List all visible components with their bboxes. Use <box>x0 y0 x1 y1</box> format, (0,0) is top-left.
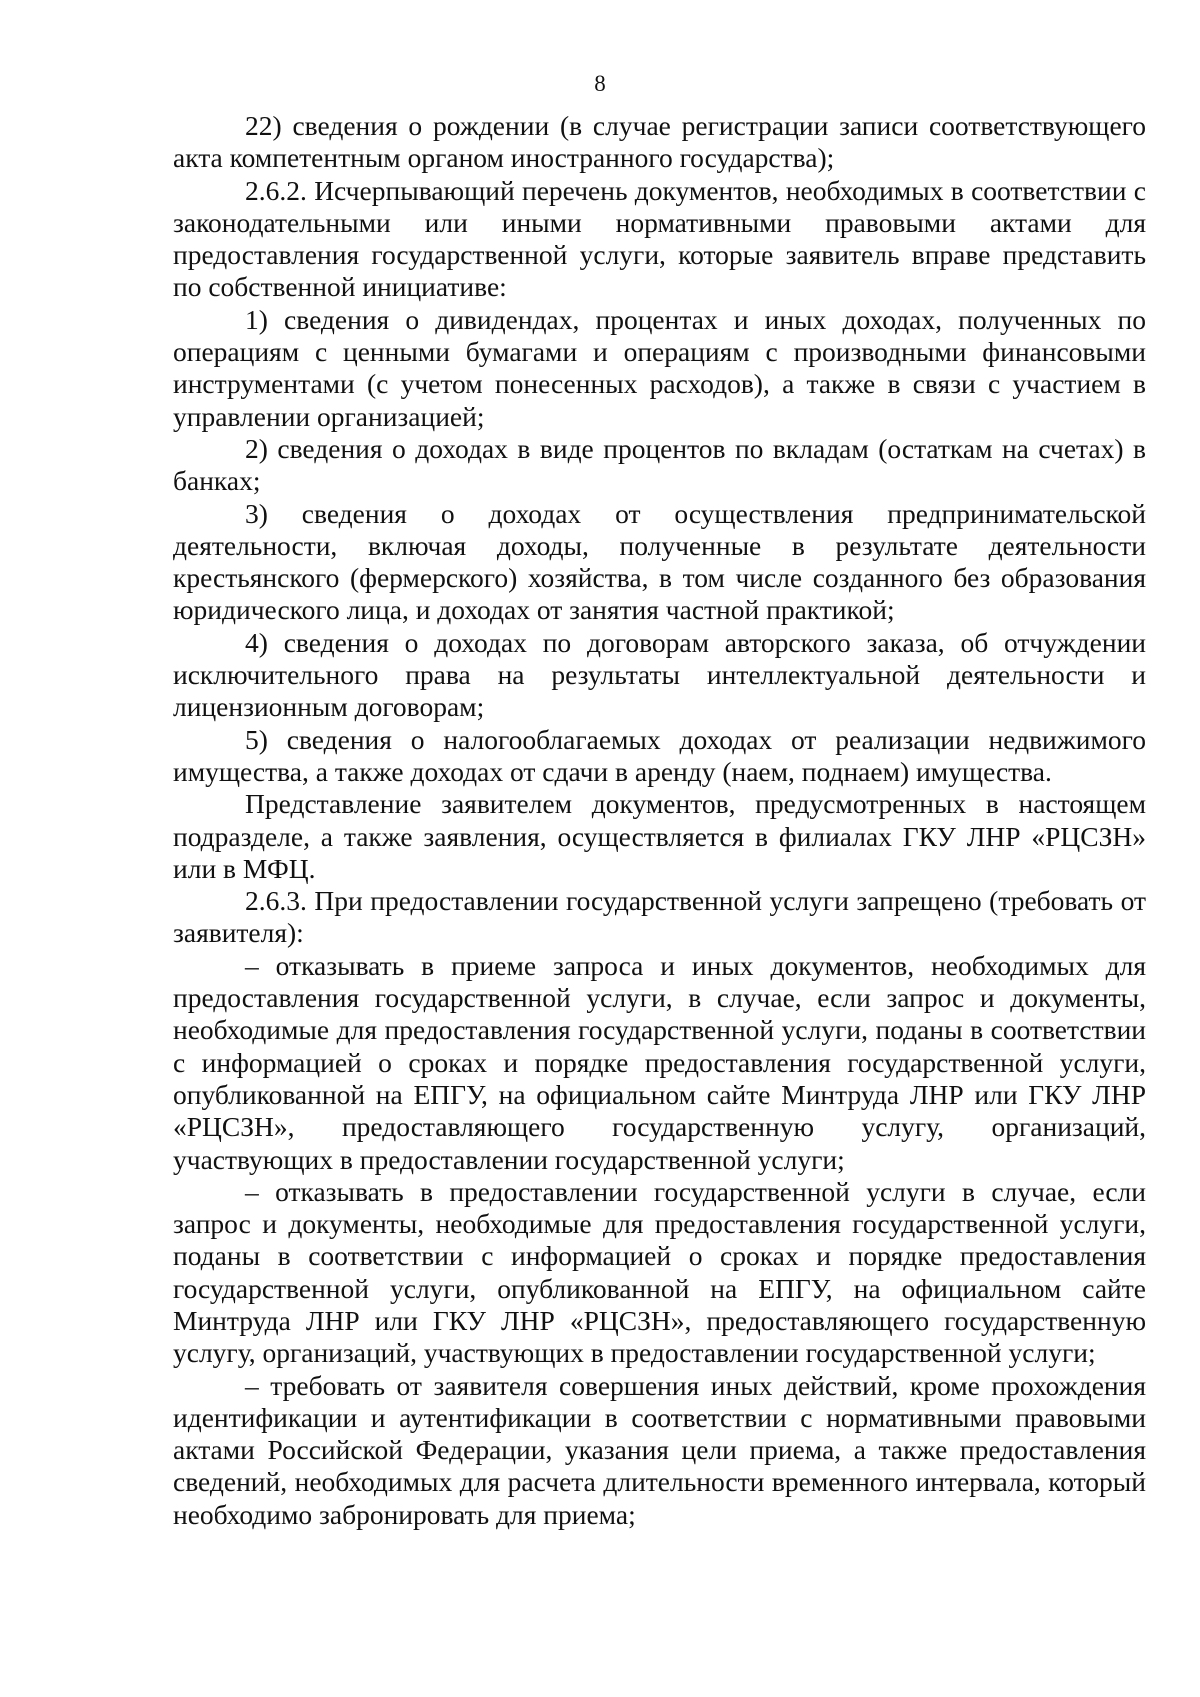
paragraph-item-3-business-income: 3) сведения о доходах от осуществления предпринимательской деятельности, включая доходы, полученные в результате деятельности крестьянского (фермерского) хозяйства, в том числе созданного без образования юридического лица, и доходах от занятия частной практикой; <box>173 497 1146 626</box>
paragraph-prohibition-1: – отказывать в приеме запроса и иных документов, необходимых для предоставления государственной услуги, в случае, если запрос и документы, необходимые для предоставления государственной услуги, поданы в соответствии с информацией о сроках и порядке предоставления государственной услуги, опубликованной на ЕПГУ, на официальном сайте Минтруда ЛНР или ГКУ ЛНР «РЦСЗН», предоставляющего государственную услугу, организаций, участвующих в предоставлении государственной услуги; <box>173 949 1146 1175</box>
paragraph-birth-info: 22) сведения о рождении (в случае регистрации записи соответствующего акта компетентным органом иностранного государства); <box>173 110 1146 174</box>
paragraph-2-6-3-heading: 2.6.3. При предоставлении государственной услуги запрещено (требовать от заявителя): <box>173 885 1146 949</box>
paragraph-submission-place: Представление заявителем документов, предусмотренных в настоящем подразделе, а также заявления, осуществляется в филиалах ГКУ ЛНР «РЦСЗН» или в МФЦ. <box>173 788 1146 884</box>
paragraph-item-4-author-contracts: 4) сведения о доходах по договорам авторского заказа, об отчуждении исключительного права на результаты интеллектуальной деятельности и лицензионным договорам; <box>173 626 1146 723</box>
paragraph-item-1-dividends: 1) сведения о дивидендах, процентах и иных доходах, полученных по операциям с ценными бумагами и операциям с производными финансовыми инструментами (с учетом понесенных расходов), а также в связи с участием в управлении организацией; <box>173 303 1146 432</box>
page-number: 8 <box>594 71 606 96</box>
paragraph-prohibition-2: – отказывать в предоставлении государственной услуги в случае, если запрос и документы, необходимые для предоставления государственной услуги, поданы в соответствии с информацией о сроках и порядке предоставления государственной услуги, опубликованной на ЕПГУ, на официальном сайте Минтруда ЛНР или ГКУ ЛНР «РЦСЗН», предоставляющего государственную услугу, организаций, участвующих в предоставлении государственной услуги; <box>173 1175 1146 1369</box>
paragraph-2-6-2-heading: 2.6.2. Исчерпывающий перечень документов, необходимых в соответствии с законодательными или иными нормативными правовыми актами для предоставления государственной услуги, которые заявитель вправе представить по собственной инициативе: <box>173 174 1146 303</box>
paragraph-item-2-deposits: 2) сведения о доходах в виде процентов по вкладам (остаткам на счетах) в банках; <box>173 432 1146 497</box>
paragraph-prohibition-3: – требовать от заявителя совершения иных действий, кроме прохождения идентификации и аутентификации в соответствии с нормативными правовыми актами Российской Федерации, указания цели приема, а также предоставления сведений, необходимых для расчета длительности временного интервала, который необходимо забронировать для приема; <box>173 1369 1146 1530</box>
paragraph-item-5-real-estate: 5) сведения о налогооблагаемых доходах от реализации недвижимого имущества, а также доходах от сдачи в аренду (наем, поднаем) имущества. <box>173 723 1146 787</box>
document-body <box>173 110 1146 1531</box>
